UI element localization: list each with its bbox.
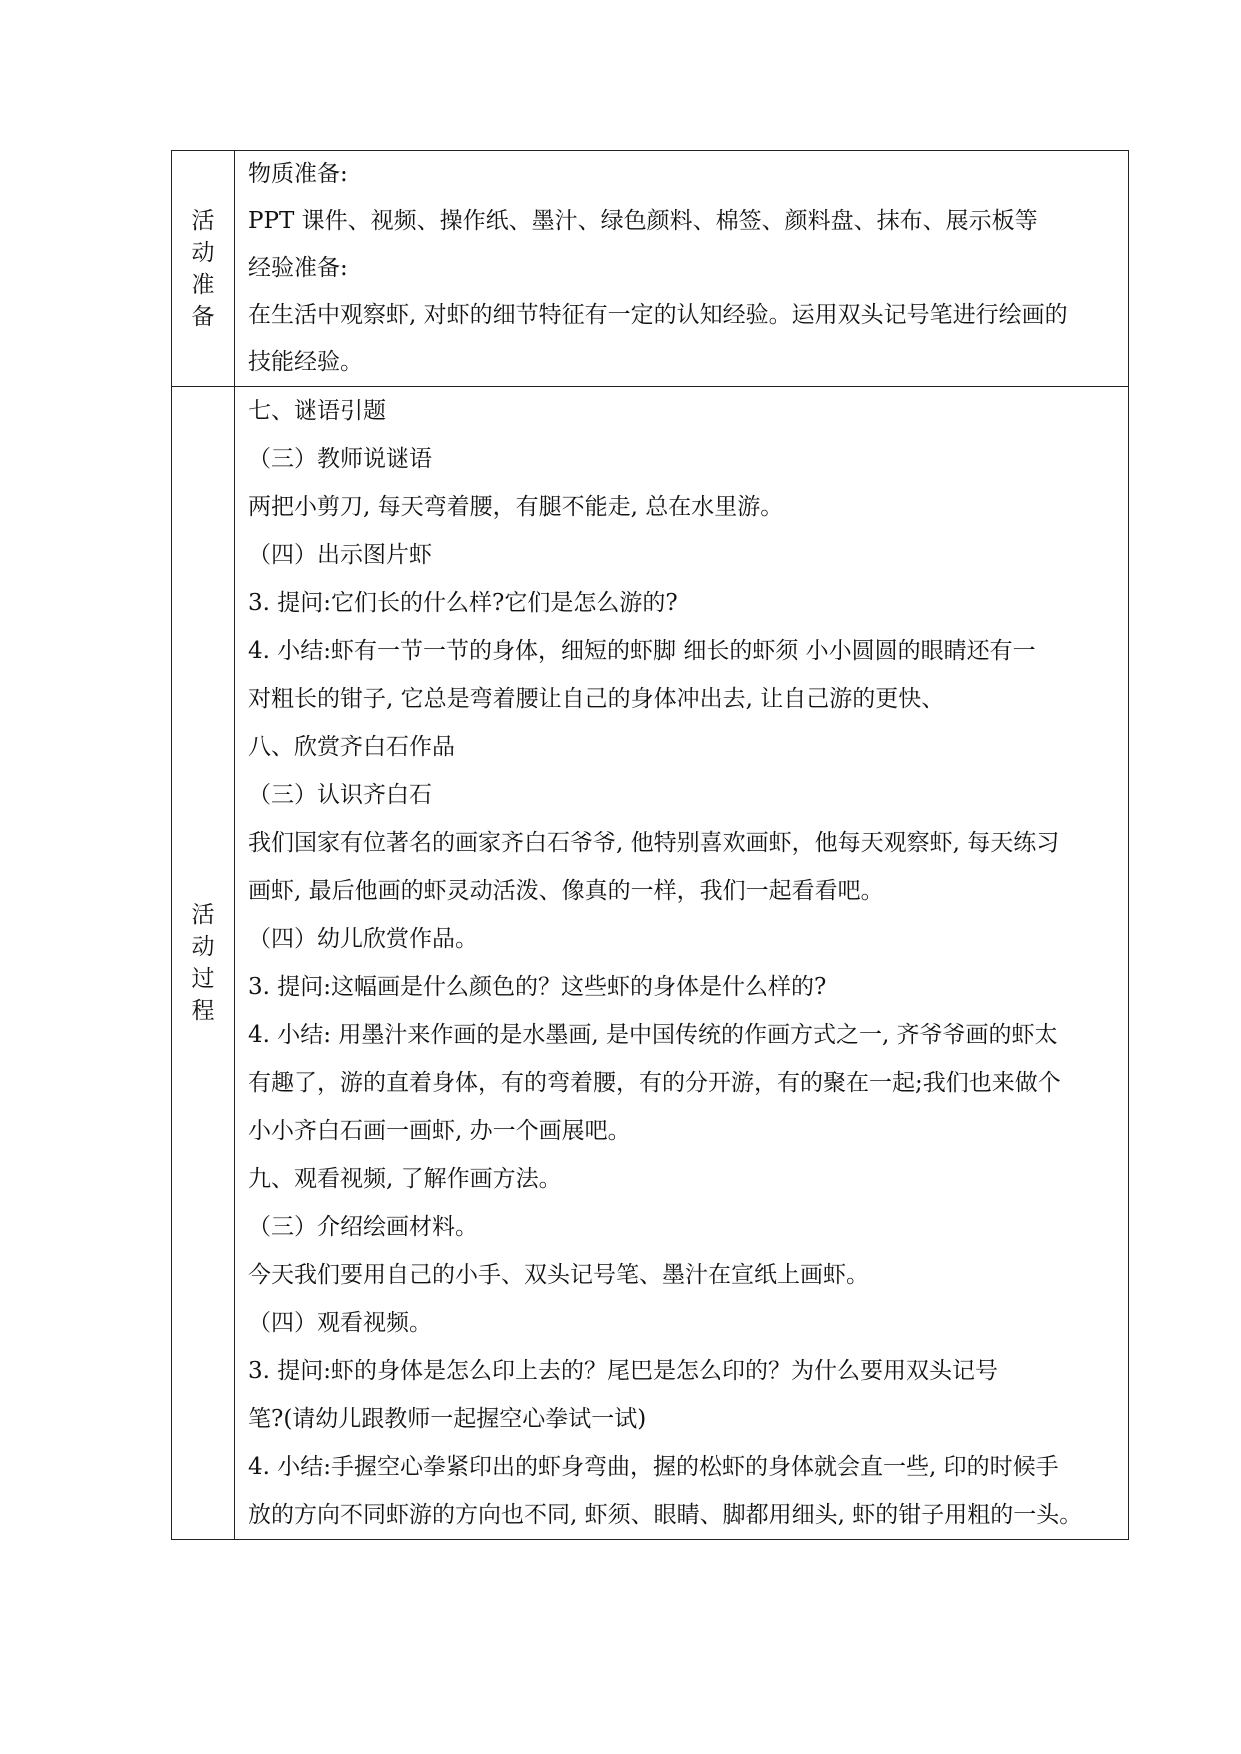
preparation-row xyxy=(172,151,1129,387)
preparation-label-cell xyxy=(172,151,235,387)
preparation-line: 物质准备: xyxy=(248,161,348,187)
process-line: 放的方向不同虾游的方向也不同, 虾须、眼睛、脚都用细头, 虾的钳子用粗的一头。 xyxy=(248,1502,1083,1528)
process-label-cell xyxy=(172,387,235,1540)
process-line: 八、欣赏齐白石作品 xyxy=(248,734,455,760)
preparation-line: 在生活中观察虾, 对虾的细节特征有一定的认知经验。运用双头记号笔进行绘画的 xyxy=(248,302,1068,328)
preparation-line: 经验准备: xyxy=(248,255,348,281)
process-line: 4. 小结:虾有一节一节的身体，细短的虾脚 细长的虾须 小小圆圆的眼睛还有一 xyxy=(248,638,1036,664)
process-line: （四）幼儿欣赏作品。 xyxy=(248,926,478,952)
process-line: 今天我们要用自己的小手、双头记号笔、墨汁在宣纸上画虾。 xyxy=(248,1262,869,1288)
process-line: 七、谜语引题 xyxy=(248,398,386,424)
preparation-line: 技能经验。 xyxy=(248,349,363,375)
preparation-content xyxy=(235,151,1129,387)
process-line: 4. 小结: 用墨汁来作画的是水墨画, 是中国传统的作画方式之一, 齐爷爷画的虾太 xyxy=(248,1022,1058,1048)
lesson-plan-table xyxy=(171,150,1129,1540)
preparation-line: PPT 课件、视频、操作纸、墨汁、绿色颜料、棉签、颜料盘、抹布、展示板等 xyxy=(248,208,1038,234)
process-line: （四）出示图片虾 xyxy=(248,542,432,568)
process-line: （三）教师说谜语 xyxy=(248,446,432,472)
process-content xyxy=(235,387,1129,1540)
process-line: 对粗长的钳子, 它总是弯着腰让自己的身体冲出去, 让自己游的更快、 xyxy=(248,686,945,712)
process-line: 画虾, 最后他画的虾灵动活泼、像真的一样，我们一起看看吧。 xyxy=(248,878,884,904)
process-line: 九、观看视频, 了解作画方法。 xyxy=(248,1166,562,1192)
process-line: （三）认识齐白石 xyxy=(248,782,432,808)
process-line: 小小齐白石画一画虾, 办一个画展吧。 xyxy=(248,1118,631,1144)
process-line: 两把小剪刀, 每天弯着腰，有腿不能走, 总在水里游。 xyxy=(248,494,784,520)
process-row xyxy=(172,387,1129,1540)
process-line: 有趣了，游的直着身体，有的弯着腰，有的分开游，有的聚在一起;我们也来做个 xyxy=(248,1070,1061,1096)
process-line: （三）介绍绘画材料。 xyxy=(248,1214,478,1240)
process-line: 我们国家有位著名的画家齐白石爷爷, 他特别喜欢画虾，他每天观察虾, 每天练习 xyxy=(248,830,1060,856)
process-line: 3. 提问:它们长的什么样?它们是怎么游的? xyxy=(248,590,678,616)
process-line: 3. 提问:这幅画是什么颜色的？这些虾的身体是什么样的? xyxy=(248,974,827,1000)
process-line: 3. 提问:虾的身体是怎么印上去的？尾巴是怎么印的？为什么要用双头记号 xyxy=(248,1358,999,1384)
process-line: 笔?(请幼儿跟教师一起握空心拳试一试) xyxy=(248,1406,647,1432)
preparation-label: 活动准备 xyxy=(191,207,215,330)
process-label: 活动过程 xyxy=(191,902,215,1024)
process-line: 4. 小结:手握空心拳紧印出的虾身弯曲，握的松虾的身体就会直一些, 印的时候手 xyxy=(248,1454,1059,1480)
process-line: （四）观看视频。 xyxy=(248,1310,432,1336)
